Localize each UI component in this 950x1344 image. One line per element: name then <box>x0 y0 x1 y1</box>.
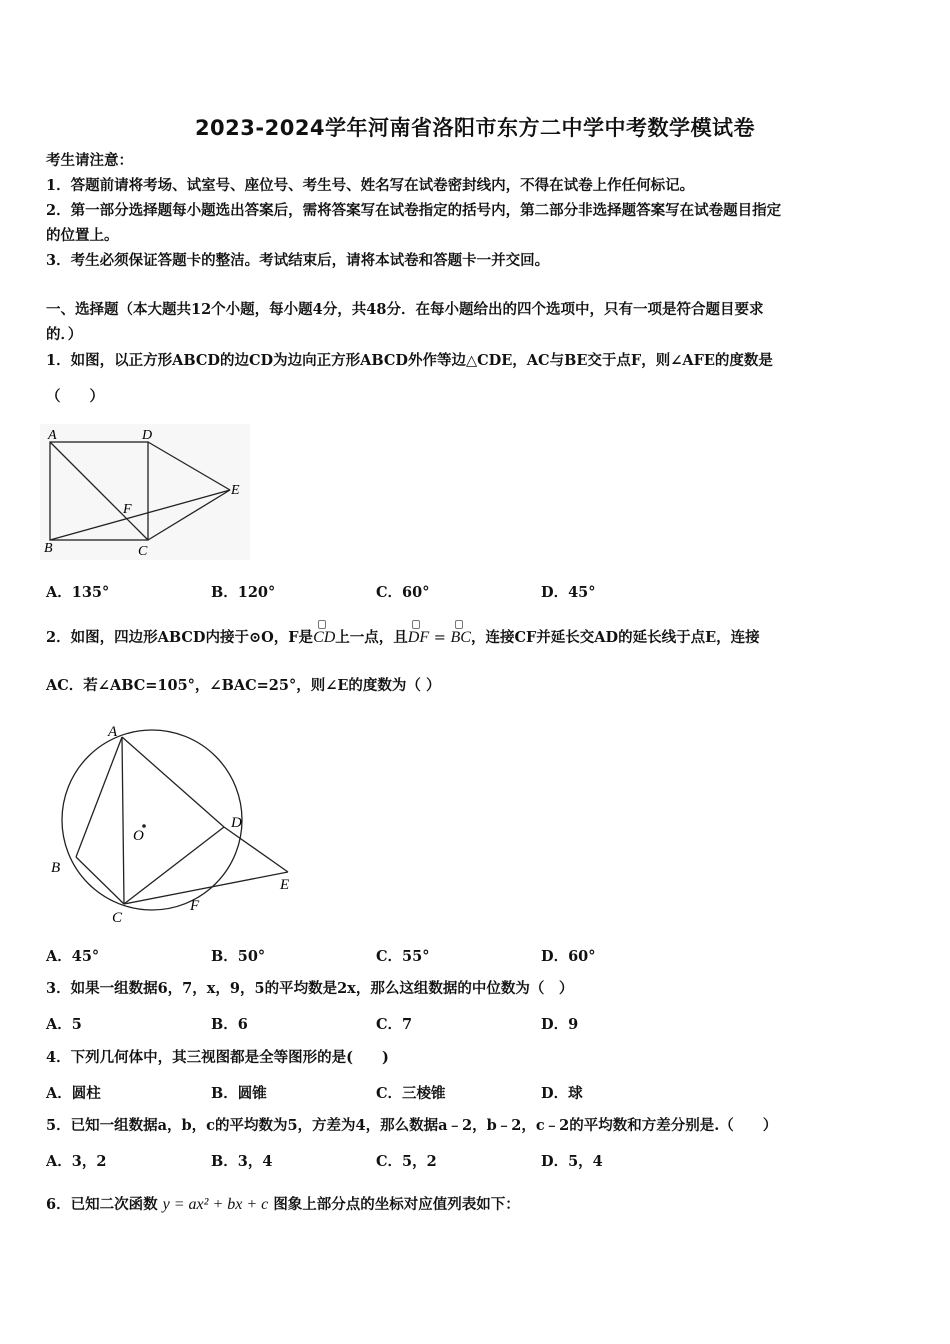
q3-option-a[interactable]: A．5 <box>46 1016 82 1033</box>
q2-text <box>46 625 906 649</box>
q4-option-d[interactable]: D．球 <box>541 1085 583 1102</box>
q2-option-c[interactable]: C．55° <box>376 948 430 965</box>
segment-bc <box>76 857 124 904</box>
segment-de <box>224 827 288 872</box>
label-e: E <box>231 483 240 498</box>
segment-ac <box>122 737 124 904</box>
equals-sign: = <box>429 630 451 646</box>
q4-option-c[interactable]: C．三棱锥 <box>376 1085 446 1102</box>
label-o: O <box>133 828 144 844</box>
q3-option-d[interactable]: D．9 <box>541 1016 579 1033</box>
q2-option-b[interactable]: B．50° <box>211 948 266 965</box>
page-title: 2023-2024学年河南省洛阳市东方二中学中考数学模试卷 <box>194 116 756 140</box>
q4-text: 4．下列几何体中，其三视图都是全等图形的是( ) <box>46 1049 389 1066</box>
q3-text: 3．如果一组数据6，7，x，9，5的平均数是2x，那么这组数据的中位数为（ ） <box>46 980 574 997</box>
label-d: D <box>142 428 153 443</box>
q5-option-a[interactable]: A．3，2 <box>46 1153 107 1170</box>
segment-ab <box>76 737 122 857</box>
q6-text <box>46 1194 906 1216</box>
label-e: E <box>280 877 290 893</box>
label-c: C <box>112 910 123 926</box>
q2-option-a[interactable]: A．45° <box>46 948 100 965</box>
label-b: B <box>44 541 53 556</box>
q4-option-a[interactable]: A．圆柱 <box>46 1085 101 1102</box>
q2-text-c: ，连接CF并延长交AD的延长线于点E，连接 <box>470 629 760 646</box>
q5-text: 5．已知一组数据a，b，c的平均数为5，方差为4，那么数据a﹣2，b﹣2，c﹣2的平均数和方差分别是.（ ） <box>46 1117 778 1134</box>
section-header-cont: 的．） <box>46 326 83 343</box>
q1-option-d[interactable]: D．45° <box>541 584 596 601</box>
label-f: F <box>123 502 132 517</box>
q6-text-b: 图象上部分点的坐标对应值列表如下： <box>273 1196 520 1213</box>
q4-option-b[interactable]: B．圆锥 <box>211 1085 267 1102</box>
segment-ce <box>124 872 288 904</box>
q2-text-line2: AC．若∠ABC=105°，∠BAC=25°，则∠E的度数为（ ） <box>46 677 441 694</box>
notice-item: 3．考生必须保证答题卡的整洁。考试结束后，请将本试卷和答题卡一并交回。 <box>46 252 550 269</box>
q3-option-b[interactable]: B．6 <box>211 1016 248 1033</box>
q1-figure <box>40 424 250 560</box>
q5-option-d[interactable]: D．5，4 <box>541 1153 603 1170</box>
notice-item: 的位置上。 <box>46 227 119 244</box>
label-a: A <box>108 724 118 740</box>
label-f: F <box>190 898 200 914</box>
arc-bc: BC <box>451 625 471 649</box>
q1-text: 1．如图，以正方形ABCD的边CD为边向正方形ABCD外作等边△CDE，AC与BE交于点F，则∠AFE的度数是 <box>46 352 773 369</box>
notice-item: 2．第一部分选择题每小题选出答案后，需将答案写在试卷指定的括号内，第二部分非选择题答案写在试卷题目指定 <box>46 202 782 219</box>
q1-option-c[interactable]: C．60° <box>376 584 430 601</box>
q2-figure <box>40 718 300 930</box>
q2-option-d[interactable]: D．60° <box>541 948 596 965</box>
arc-cd: CD <box>313 625 335 649</box>
q1-paren: （ ） <box>46 388 104 405</box>
q2-text-b: 上一点，且 <box>335 629 408 646</box>
notice-heading: 考生请注意： <box>46 152 133 169</box>
q2-text-a: 2．如图，四边形ABCD内接于⊙O，F是 <box>46 629 314 646</box>
arc-df: DF <box>408 625 429 649</box>
label-b: B <box>51 860 61 876</box>
label-d: D <box>231 815 242 831</box>
q3-option-c[interactable]: C．7 <box>376 1016 413 1033</box>
notice-item: 1．答题前请将考场、试室号、座位号、考生号、姓名写在试卷密封线内，不得在试卷上作任何标记。 <box>46 177 695 194</box>
q1-option-a[interactable]: A．135° <box>46 584 110 601</box>
q6-text-a: 6．已知二次函数 <box>46 1196 158 1213</box>
label-a: A <box>48 428 57 443</box>
quadratic-formula: y = ax² + bx + c <box>162 1196 269 1213</box>
label-c: C <box>138 544 148 559</box>
q5-option-b[interactable]: B．3，4 <box>211 1153 273 1170</box>
section-header: 一、选择题（本大题共12个小题，每小题4分，共48分．在每小题给出的四个选项中，只有一项是符合题目要求 <box>46 301 764 318</box>
q5-option-c[interactable]: C．5，2 <box>376 1153 437 1170</box>
q1-option-b[interactable]: B．120° <box>211 584 276 601</box>
